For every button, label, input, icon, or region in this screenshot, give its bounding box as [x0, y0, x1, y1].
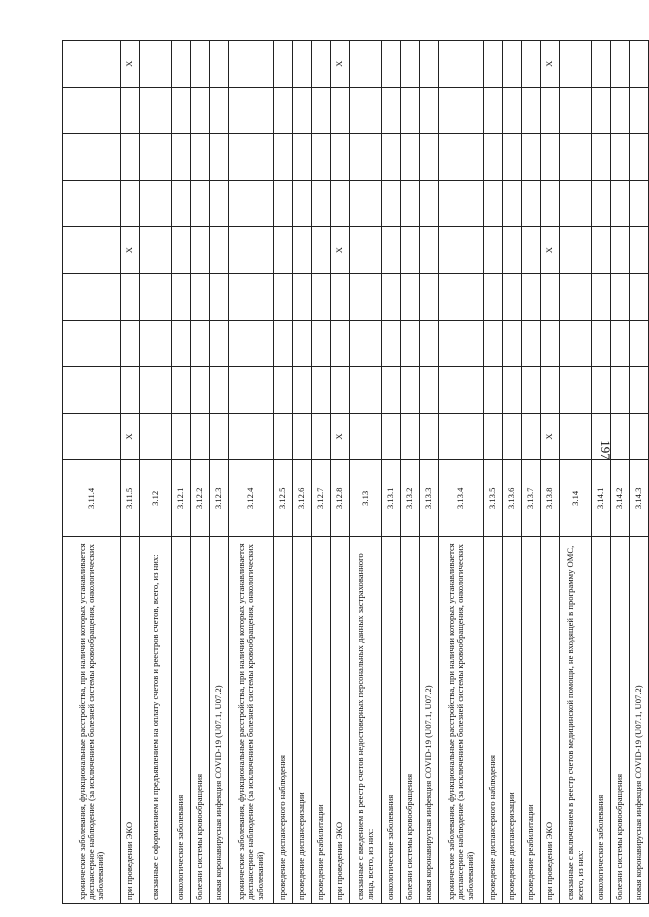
- row-value-cell: [630, 273, 649, 320]
- row-name-cell: новая коронавирусная инфекция COVID-19 (U07.1, U07.2): [630, 537, 649, 904]
- row-name-cell: при проведении ЭКО: [121, 537, 140, 904]
- row-value-cell: [541, 273, 560, 320]
- row-value-cell: [210, 320, 229, 367]
- table-row: [503, 41, 522, 904]
- row-value-cell: [560, 320, 592, 367]
- row-name-cell: связанные с введением в реестр счетов недостоверных персональных данных застрахованного лица, всего, из них:: [350, 537, 382, 904]
- row-value-cell: [140, 180, 172, 227]
- row-value-cell: [484, 41, 503, 88]
- row-value-cell: [312, 87, 331, 134]
- row-code-cell: 3.12.4: [229, 460, 274, 537]
- row-code-cell: 3.14.2: [611, 460, 630, 537]
- row-value-cell: [522, 134, 541, 181]
- row-value-cell: [560, 413, 592, 460]
- row-code-cell: 3.13.2: [401, 460, 420, 537]
- row-value-cell: [293, 367, 312, 414]
- row-name-cell: связанные с оформлением и предъявлением на оплату счетов и реестров счетов, всего, из них:: [140, 537, 172, 904]
- row-value-cell: [592, 367, 611, 414]
- table-row: [191, 41, 210, 904]
- row-value-cell: [191, 180, 210, 227]
- row-value-cell: [401, 273, 420, 320]
- row-value-cell: [121, 320, 140, 367]
- row-value-cell: [420, 273, 439, 320]
- row-value-cell: [274, 320, 293, 367]
- row-value-cell: [401, 180, 420, 227]
- row-value-cell: [592, 180, 611, 227]
- row-value-cell: [274, 134, 293, 181]
- row-value-cell: [592, 413, 611, 460]
- row-value-cell: [560, 367, 592, 414]
- row-value-cell: [172, 367, 191, 414]
- row-value-cell: [401, 134, 420, 181]
- table-row: [63, 41, 121, 904]
- row-value-cell: [293, 413, 312, 460]
- row-value-cell: [63, 320, 121, 367]
- row-value-cell: [331, 134, 350, 181]
- row-code-cell: 3.12.2: [191, 460, 210, 537]
- table-body: [63, 41, 649, 904]
- row-value-cell: [439, 134, 484, 181]
- row-value-cell: [420, 227, 439, 274]
- table-row: [210, 41, 229, 904]
- row-value-cell: [484, 87, 503, 134]
- row-value-cell: [592, 320, 611, 367]
- row-value-cell: [63, 227, 121, 274]
- row-name-cell: болезни системы кровообращения: [191, 537, 210, 904]
- row-value-cell: [140, 367, 172, 414]
- row-value-cell: [331, 273, 350, 320]
- row-value-cell: X: [121, 413, 140, 460]
- row-value-cell: [611, 367, 630, 414]
- row-code-cell: 3.13.6: [503, 460, 522, 537]
- row-value-cell: [274, 273, 293, 320]
- table-row: [611, 41, 630, 904]
- row-code-cell: 3.12.3: [210, 460, 229, 537]
- table-row: [140, 41, 172, 904]
- row-value-cell: [63, 367, 121, 414]
- row-value-cell: [382, 134, 401, 181]
- row-code-cell: 3.11.5: [121, 460, 140, 537]
- row-value-cell: [191, 273, 210, 320]
- row-value-cell: X: [331, 41, 350, 88]
- row-value-cell: [630, 320, 649, 367]
- row-value-cell: [229, 413, 274, 460]
- row-value-cell: [63, 413, 121, 460]
- row-value-cell: [503, 180, 522, 227]
- row-code-cell: 3.13.4: [439, 460, 484, 537]
- row-value-cell: [191, 134, 210, 181]
- row-name-cell: проведение реабилитации: [522, 537, 541, 904]
- table-row: [229, 41, 274, 904]
- row-value-cell: [140, 227, 172, 274]
- row-value-cell: [503, 87, 522, 134]
- row-name-cell: онкологические заболевания: [172, 537, 191, 904]
- row-value-cell: [611, 227, 630, 274]
- row-value-cell: [350, 273, 382, 320]
- row-value-cell: [439, 180, 484, 227]
- row-value-cell: [229, 273, 274, 320]
- table-row: [439, 41, 484, 904]
- row-value-cell: [274, 180, 293, 227]
- row-value-cell: [350, 367, 382, 414]
- row-value-cell: X: [541, 227, 560, 274]
- row-value-cell: [229, 134, 274, 181]
- row-value-cell: [503, 41, 522, 88]
- row-value-cell: [439, 413, 484, 460]
- row-value-cell: [484, 273, 503, 320]
- table-row: [293, 41, 312, 904]
- row-value-cell: [522, 320, 541, 367]
- row-value-cell: [420, 320, 439, 367]
- row-value-cell: [172, 227, 191, 274]
- table-row: [541, 41, 560, 904]
- row-value-cell: X: [331, 227, 350, 274]
- row-name-cell: при проведении ЭКО: [541, 537, 560, 904]
- row-value-cell: [484, 180, 503, 227]
- row-value-cell: [172, 180, 191, 227]
- row-value-cell: [293, 180, 312, 227]
- row-value-cell: [420, 134, 439, 181]
- row-value-cell: [401, 413, 420, 460]
- row-value-cell: [541, 320, 560, 367]
- row-value-cell: [121, 87, 140, 134]
- row-value-cell: X: [541, 413, 560, 460]
- row-value-cell: [312, 413, 331, 460]
- row-value-cell: [210, 180, 229, 227]
- row-value-cell: [293, 273, 312, 320]
- table-row: [172, 41, 191, 904]
- row-value-cell: [560, 273, 592, 320]
- row-value-cell: [503, 227, 522, 274]
- row-value-cell: [350, 87, 382, 134]
- row-value-cell: [630, 134, 649, 181]
- row-name-cell: болезни системы кровообращения: [611, 537, 630, 904]
- row-value-cell: [121, 367, 140, 414]
- row-code-cell: 3.13.1: [382, 460, 401, 537]
- row-value-cell: [121, 134, 140, 181]
- row-value-cell: [560, 227, 592, 274]
- row-value-cell: [560, 87, 592, 134]
- row-value-cell: [229, 180, 274, 227]
- row-value-cell: [312, 227, 331, 274]
- row-value-cell: [592, 87, 611, 134]
- row-value-cell: [382, 87, 401, 134]
- row-code-cell: 3.12.6: [293, 460, 312, 537]
- row-value-cell: [293, 320, 312, 367]
- row-value-cell: [172, 273, 191, 320]
- row-value-cell: [560, 134, 592, 181]
- table-row: [121, 41, 140, 904]
- row-value-cell: [522, 413, 541, 460]
- row-value-cell: [172, 134, 191, 181]
- row-value-cell: [592, 273, 611, 320]
- row-code-cell: 3.13.5: [484, 460, 503, 537]
- row-value-cell: [522, 41, 541, 88]
- row-value-cell: [331, 367, 350, 414]
- table-row: [382, 41, 401, 904]
- row-value-cell: [439, 227, 484, 274]
- row-value-cell: [229, 320, 274, 367]
- row-value-cell: [420, 367, 439, 414]
- row-value-cell: [172, 87, 191, 134]
- row-value-cell: [63, 134, 121, 181]
- row-value-cell: [140, 320, 172, 367]
- row-value-cell: [484, 367, 503, 414]
- row-value-cell: [274, 41, 293, 88]
- row-value-cell: [503, 273, 522, 320]
- row-code-cell: 3.12: [140, 460, 172, 537]
- table-row: [522, 41, 541, 904]
- row-value-cell: [312, 273, 331, 320]
- row-value-cell: [439, 273, 484, 320]
- row-value-cell: [522, 180, 541, 227]
- row-name-cell: хронические заболевания, функциональные расстройства, при наличии которых устанавливается диспансерное наблюдение (за исключением болезней системы кровообращения, онкологических заболеваний): [439, 537, 484, 904]
- row-code-cell: 3.14.3: [630, 460, 649, 537]
- row-code-cell: 3.13.8: [541, 460, 560, 537]
- row-value-cell: [592, 41, 611, 88]
- row-value-cell: [312, 320, 331, 367]
- row-name-cell: новая коронавирусная инфекция COVID-19 (U07.1, U07.2): [210, 537, 229, 904]
- row-value-cell: [210, 227, 229, 274]
- row-value-cell: [401, 227, 420, 274]
- row-code-cell: 3.12.8: [331, 460, 350, 537]
- row-value-cell: [293, 227, 312, 274]
- row-value-cell: [172, 41, 191, 88]
- row-value-cell: [274, 227, 293, 274]
- row-value-cell: [611, 41, 630, 88]
- row-value-cell: [630, 87, 649, 134]
- row-value-cell: [630, 227, 649, 274]
- row-code-cell: 3.14.1: [592, 460, 611, 537]
- row-value-cell: [484, 134, 503, 181]
- row-value-cell: [331, 87, 350, 134]
- row-value-cell: [312, 134, 331, 181]
- table-row: [630, 41, 649, 904]
- row-value-cell: [503, 413, 522, 460]
- row-value-cell: [191, 320, 210, 367]
- row-value-cell: [350, 413, 382, 460]
- row-value-cell: [611, 180, 630, 227]
- row-value-cell: [382, 41, 401, 88]
- row-value-cell: [191, 41, 210, 88]
- row-value-cell: [229, 87, 274, 134]
- row-value-cell: [592, 227, 611, 274]
- row-value-cell: [439, 41, 484, 88]
- row-value-cell: [611, 320, 630, 367]
- row-value-cell: [172, 413, 191, 460]
- row-value-cell: [312, 41, 331, 88]
- row-value-cell: [611, 87, 630, 134]
- row-value-cell: [210, 87, 229, 134]
- row-value-cell: [350, 134, 382, 181]
- row-code-cell: 3.14: [560, 460, 592, 537]
- row-name-cell: проведение реабилитации: [312, 537, 331, 904]
- row-name-cell: проведение диспансерного наблюдения: [274, 537, 293, 904]
- row-value-cell: [140, 413, 172, 460]
- row-value-cell: [541, 367, 560, 414]
- row-value-cell: [522, 87, 541, 134]
- page-number: 197: [598, 440, 613, 460]
- row-value-cell: [382, 180, 401, 227]
- row-value-cell: [560, 180, 592, 227]
- row-value-cell: [541, 134, 560, 181]
- row-value-cell: [274, 87, 293, 134]
- row-value-cell: [484, 320, 503, 367]
- row-value-cell: [382, 367, 401, 414]
- row-name-cell: новая коронавирусная инфекция COVID-19 (U07.1, U07.2): [420, 537, 439, 904]
- row-value-cell: [630, 413, 649, 460]
- row-name-cell: болезни системы кровообращения: [401, 537, 420, 904]
- row-name-cell: при проведении ЭКО: [331, 537, 350, 904]
- row-value-cell: [140, 134, 172, 181]
- row-value-cell: [191, 413, 210, 460]
- row-value-cell: [541, 87, 560, 134]
- row-value-cell: [382, 413, 401, 460]
- table-row: [331, 41, 350, 904]
- row-value-cell: [401, 87, 420, 134]
- row-value-cell: X: [121, 41, 140, 88]
- row-value-cell: [382, 273, 401, 320]
- row-code-cell: 3.13.3: [420, 460, 439, 537]
- row-value-cell: [420, 413, 439, 460]
- row-code-cell: 3.12.7: [312, 460, 331, 537]
- row-value-cell: [350, 320, 382, 367]
- row-value-cell: [401, 320, 420, 367]
- row-value-cell: [210, 134, 229, 181]
- table-row: [560, 41, 592, 904]
- row-value-cell: [121, 180, 140, 227]
- table-row: [274, 41, 293, 904]
- row-value-cell: X: [541, 41, 560, 88]
- table-row: [350, 41, 382, 904]
- row-value-cell: [274, 413, 293, 460]
- row-value-cell: [229, 227, 274, 274]
- row-value-cell: [439, 367, 484, 414]
- row-value-cell: [611, 413, 630, 460]
- row-value-cell: [210, 413, 229, 460]
- row-value-cell: [191, 87, 210, 134]
- row-value-cell: [210, 273, 229, 320]
- row-code-cell: 3.13.7: [522, 460, 541, 537]
- row-value-cell: [630, 367, 649, 414]
- row-value-cell: [293, 41, 312, 88]
- row-value-cell: [541, 180, 560, 227]
- row-value-cell: [140, 273, 172, 320]
- row-value-cell: [331, 320, 350, 367]
- row-value-cell: [522, 273, 541, 320]
- row-value-cell: [172, 320, 191, 367]
- row-value-cell: [382, 320, 401, 367]
- row-value-cell: [63, 87, 121, 134]
- table-row: [484, 41, 503, 904]
- row-value-cell: [312, 367, 331, 414]
- row-value-cell: [484, 227, 503, 274]
- row-code-cell: 3.13: [350, 460, 382, 537]
- row-value-cell: [350, 41, 382, 88]
- row-value-cell: [191, 227, 210, 274]
- row-name-cell: проведение диспансерного наблюдения: [484, 537, 503, 904]
- row-name-cell: онкологические заболевания: [592, 537, 611, 904]
- row-value-cell: [312, 180, 331, 227]
- row-value-cell: [522, 227, 541, 274]
- row-value-cell: [484, 413, 503, 460]
- table-row: [592, 41, 611, 904]
- row-name-cell: связанные с включением в реестр счетов медицинской помощи, не входящей в программу ОМС, всего, из них:: [560, 537, 592, 904]
- row-value-cell: [503, 367, 522, 414]
- row-code-cell: 3.11.4: [63, 460, 121, 537]
- row-value-cell: [210, 367, 229, 414]
- row-value-cell: [503, 134, 522, 181]
- row-value-cell: [560, 41, 592, 88]
- row-value-cell: [439, 87, 484, 134]
- row-name-cell: онкологические заболевания: [382, 537, 401, 904]
- row-value-cell: [121, 273, 140, 320]
- table-frame: [62, 40, 644, 904]
- table-row: [312, 41, 331, 904]
- row-value-cell: [63, 273, 121, 320]
- row-value-cell: [592, 134, 611, 181]
- row-value-cell: [630, 41, 649, 88]
- row-value-cell: [274, 367, 293, 414]
- row-value-cell: [420, 87, 439, 134]
- row-value-cell: [350, 180, 382, 227]
- row-value-cell: [611, 134, 630, 181]
- row-value-cell: [503, 320, 522, 367]
- row-value-cell: [140, 41, 172, 88]
- row-value-cell: X: [121, 227, 140, 274]
- row-value-cell: [63, 180, 121, 227]
- row-value-cell: [229, 41, 274, 88]
- row-value-cell: [63, 41, 121, 88]
- row-value-cell: [630, 180, 649, 227]
- row-value-cell: [439, 320, 484, 367]
- row-code-cell: 3.12.1: [172, 460, 191, 537]
- row-value-cell: [401, 41, 420, 88]
- row-name-cell: хронические заболевания, функциональные расстройства, при наличии которых устанавливается диспансерное наблюдение (за исключением болезней системы кровообращения, онкологических заболеваний): [63, 537, 121, 904]
- row-value-cell: X: [331, 413, 350, 460]
- report-table: [62, 40, 649, 904]
- rotated-page-content: [62, 40, 644, 904]
- table-row: [401, 41, 420, 904]
- row-value-cell: [140, 87, 172, 134]
- row-value-cell: [293, 134, 312, 181]
- table-row: [420, 41, 439, 904]
- row-value-cell: [210, 41, 229, 88]
- row-code-cell: 3.12.5: [274, 460, 293, 537]
- row-name-cell: проведение диспансеризации: [503, 537, 522, 904]
- row-value-cell: [420, 180, 439, 227]
- row-value-cell: [350, 227, 382, 274]
- row-value-cell: [331, 180, 350, 227]
- row-value-cell: [293, 87, 312, 134]
- row-value-cell: [611, 273, 630, 320]
- row-value-cell: [229, 367, 274, 414]
- row-value-cell: [382, 227, 401, 274]
- row-value-cell: [191, 367, 210, 414]
- row-value-cell: [522, 367, 541, 414]
- row-value-cell: [401, 367, 420, 414]
- row-name-cell: хронические заболевания, функциональные расстройства, при наличии которых устанавливается диспансерное наблюдение (за исключением болезней системы кровообращения, онкологических заболеваний): [229, 537, 274, 904]
- row-value-cell: [420, 41, 439, 88]
- row-name-cell: проведение диспансеризации: [293, 537, 312, 904]
